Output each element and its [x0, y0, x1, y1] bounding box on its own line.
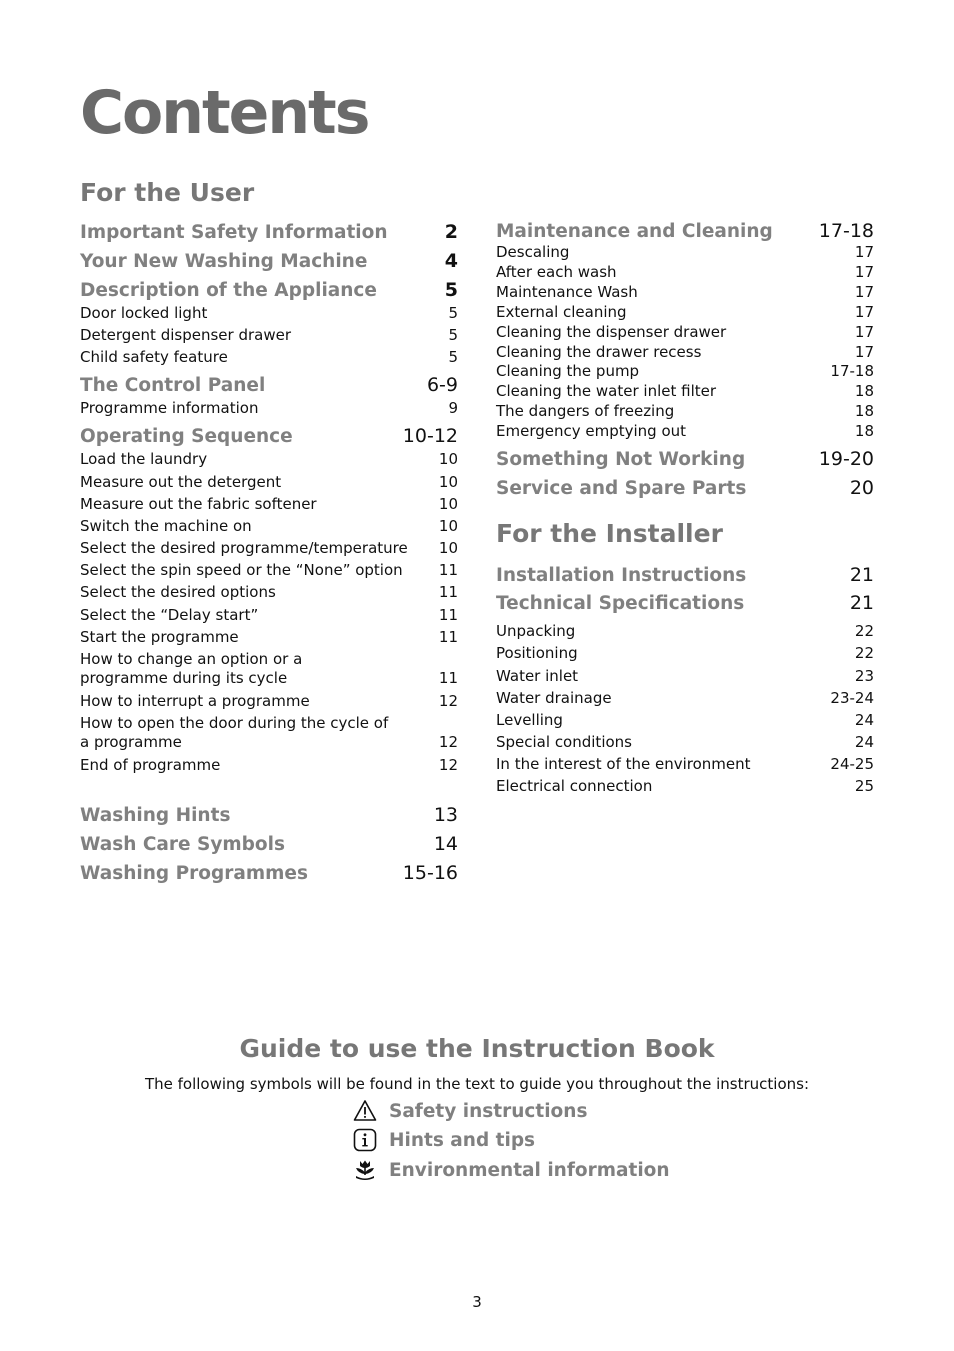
toc-page: 18	[854, 402, 874, 420]
toc-entry	[496, 476, 874, 501]
toc-entry	[496, 755, 874, 774]
toc-page: 10	[438, 539, 458, 557]
toc-page: 10	[438, 450, 458, 468]
toc-entry	[496, 402, 874, 421]
toc-label: Maintenance and Cleaning	[496, 221, 773, 242]
toc-label: Description of the Appliance	[80, 280, 377, 301]
toc-label: Positioning	[496, 644, 578, 662]
guide-symbol-hints	[353, 1127, 535, 1153]
toc-entry	[496, 622, 874, 641]
toc-entry	[80, 561, 458, 580]
toc-entry	[496, 591, 874, 616]
toc-label: Something Not Working	[496, 449, 746, 470]
toc-label: Detergent dispenser drawer	[80, 326, 291, 344]
toc-page: 24	[854, 733, 874, 751]
toc-label: Electrical connection	[496, 777, 653, 795]
toc-entry	[80, 348, 458, 367]
toc-label: In the interest of the environment	[496, 755, 751, 773]
toc-label: Maintenance Wash	[496, 283, 638, 301]
toc-label: After each wash	[496, 263, 617, 281]
toc-page: 2	[444, 221, 458, 243]
toc-entry	[496, 343, 874, 362]
toc-page: 10	[438, 495, 458, 513]
toc-label: Cleaning the drawer recess	[496, 343, 702, 361]
toc-entry	[80, 539, 458, 558]
toc-page: 18	[854, 422, 874, 440]
toc-page: 17	[854, 323, 874, 341]
toc-label: Unpacking	[496, 622, 576, 640]
toc-entry	[80, 399, 458, 418]
toc-label: Operating Sequence	[80, 426, 293, 447]
toc-label: Child safety feature	[80, 348, 228, 366]
toc-entry	[80, 714, 458, 752]
toc-page: 11	[438, 669, 458, 687]
toc-page: 23	[854, 667, 874, 685]
toc-label: Select the desired options	[80, 583, 276, 601]
toc-page: 12	[438, 756, 458, 774]
toc-entry	[496, 644, 874, 663]
warning-triangle-icon	[353, 1099, 377, 1123]
toc-entry	[80, 803, 458, 828]
toc-page: 11	[438, 583, 458, 601]
toc-entry	[80, 628, 458, 647]
for-the-installer-heading: For the Installer	[496, 519, 723, 548]
toc-label: Cleaning the dispenser drawer	[496, 323, 727, 341]
toc-entry	[80, 606, 458, 625]
toc-page: 11	[438, 606, 458, 624]
toc-page: 12	[438, 692, 458, 710]
toc-page: 15-16	[402, 862, 458, 884]
toc-label: External cleaning	[496, 303, 627, 321]
toc-label: Select the desired programme/temperature	[80, 539, 408, 557]
toc-label: Cleaning the water inlet filter	[496, 382, 717, 400]
toc-entry	[496, 667, 874, 686]
toc-label: Levelling	[496, 711, 563, 729]
guide-title: Guide to use the Instruction Book	[239, 1034, 715, 1063]
for-the-user-heading: For the User	[80, 178, 255, 207]
toc-label: Washing Programmes	[80, 863, 308, 884]
toc-label: Programme information	[80, 399, 259, 417]
toc-label: Washing Hints	[80, 805, 231, 826]
toc-page: 5	[444, 279, 458, 301]
toc-entry	[80, 304, 458, 323]
toc-page: 5	[448, 304, 458, 322]
toc-label: Measure out the detergent	[80, 473, 282, 491]
toc-page: 25	[854, 777, 874, 795]
page-title: Contents	[80, 78, 369, 148]
toc-page: 17-18	[818, 220, 874, 242]
toc-page: 22	[854, 622, 874, 640]
toc-entry	[496, 283, 874, 302]
toc-entry	[80, 373, 458, 398]
toc-label: How to open the door during the cycle of a programme	[80, 714, 389, 751]
toc-entry	[496, 733, 874, 752]
toc-entry	[80, 692, 458, 711]
toc-entry	[496, 323, 874, 342]
toc-label: Your New Washing Machine	[80, 251, 368, 272]
toc-page: 19-20	[818, 448, 874, 470]
toc-label: Service and Spare Parts	[496, 478, 747, 499]
toc-entry	[496, 777, 874, 796]
toc-page: 17	[854, 263, 874, 281]
toc-label: Special conditions	[496, 733, 632, 751]
toc-entry	[80, 278, 458, 303]
toc-page: 13	[433, 804, 458, 826]
toc-page: 21	[849, 564, 874, 586]
toc-page: 11	[438, 561, 458, 579]
toc-page: 5	[448, 348, 458, 366]
toc-label: Descaling	[496, 243, 570, 261]
toc-entry	[80, 220, 458, 245]
toc-label: Cleaning the pump	[496, 362, 640, 380]
toc-label: Wash Care Symbols	[80, 834, 285, 855]
toc-label: Load the laundry	[80, 450, 208, 468]
toc-entry	[496, 382, 874, 401]
toc-page: 17	[854, 343, 874, 361]
toc-page: 12	[438, 733, 458, 751]
environment-plant-icon	[353, 1158, 377, 1182]
toc-page: 9	[448, 399, 458, 417]
toc-entry	[496, 711, 874, 730]
guide-symbol-environment	[353, 1157, 670, 1183]
toc-label: Switch the machine on	[80, 517, 252, 535]
toc-label: Start the programme	[80, 628, 239, 646]
page-number: 3	[472, 1293, 482, 1311]
toc-label: Select the “Delay start”	[80, 606, 259, 624]
toc-entry	[496, 362, 874, 381]
toc-page: 14	[433, 833, 458, 855]
toc-label: Installation Instructions	[496, 565, 747, 586]
toc-label: Door locked light	[80, 304, 208, 322]
toc-label: How to interrupt a programme	[80, 692, 310, 710]
toc-entry	[80, 326, 458, 345]
toc-page: 10-12	[402, 425, 458, 447]
toc-entry	[496, 563, 874, 588]
toc-entry	[80, 832, 458, 857]
toc-label: Select the spin speed or the “None” option	[80, 561, 403, 579]
toc-page: 22	[854, 644, 874, 662]
guide-symbol-label: Hints and tips	[389, 1129, 536, 1151]
toc-entry	[80, 583, 458, 602]
toc-page: 21	[849, 592, 874, 614]
toc-page: 11	[438, 628, 458, 646]
toc-label: Water drainage	[496, 689, 612, 707]
toc-entry	[80, 424, 458, 449]
guide-symbol-label: Safety instructions	[389, 1100, 588, 1122]
toc-label: Emergency emptying out	[496, 422, 687, 440]
toc-page: 10	[438, 473, 458, 491]
toc-entry	[496, 219, 874, 244]
info-icon	[353, 1128, 377, 1152]
toc-label: How to change an option or a programme during its cycle	[80, 650, 303, 687]
toc-entry	[80, 756, 458, 775]
toc-page: 5	[448, 326, 458, 344]
toc-label: Important Safety Information	[80, 222, 388, 243]
toc-label: Water inlet	[496, 667, 579, 685]
toc-label: The Control Panel	[80, 375, 266, 396]
toc-entry	[496, 447, 874, 472]
toc-label: The dangers of freezing	[496, 402, 675, 420]
toc-page: 18	[854, 382, 874, 400]
toc-label: Measure out the fabric softener	[80, 495, 317, 513]
toc-entry	[80, 450, 458, 469]
toc-page: 10	[438, 517, 458, 535]
toc-page: 4	[444, 250, 458, 272]
toc-page: 17	[854, 303, 874, 321]
toc-page: 17	[854, 243, 874, 261]
toc-page: 6-9	[426, 374, 458, 396]
toc-entry	[496, 263, 874, 282]
toc-page: 17-18	[830, 362, 874, 380]
toc-page: 24	[854, 711, 874, 729]
guide-subtitle: The following symbols will be found in the text to guide you throughout the instructions:	[144, 1075, 810, 1093]
toc-page: 24-25	[830, 755, 874, 773]
guide-symbol-label: Environmental information	[389, 1159, 670, 1181]
toc-entry	[80, 861, 458, 886]
toc-label: End of programme	[80, 756, 221, 774]
toc-page: 23-24	[830, 689, 874, 707]
toc-entry	[496, 689, 874, 708]
toc-label: Technical Specifications	[496, 593, 745, 614]
toc-entry	[496, 243, 874, 262]
toc-page: 17	[854, 283, 874, 301]
guide-symbol-safety	[353, 1098, 587, 1124]
toc-entry	[80, 650, 458, 688]
toc-page: 20	[849, 477, 874, 499]
toc-entry	[80, 495, 458, 514]
toc-entry	[496, 303, 874, 322]
toc-entry	[80, 249, 458, 274]
toc-entry	[80, 517, 458, 536]
toc-entry	[496, 422, 874, 441]
toc-entry	[80, 473, 458, 492]
